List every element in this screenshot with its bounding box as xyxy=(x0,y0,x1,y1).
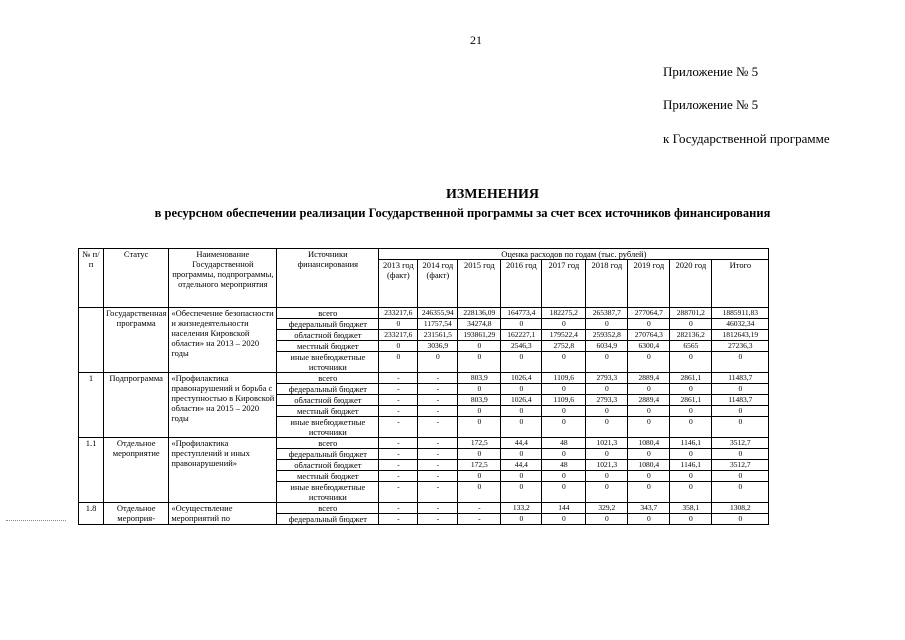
value-cell: 0 xyxy=(542,514,586,525)
row-name: «Профилактика правонарушений и борьба с преступностью в Кировской области» на 2015 – 2020 годы xyxy=(169,373,277,438)
value-cell: 2546,3 xyxy=(501,341,542,352)
value-cell: 1109,6 xyxy=(542,373,586,384)
value-cell: 1080,4 xyxy=(628,460,670,471)
value-cell: 0 xyxy=(586,384,628,395)
value-cell: 3512,7 xyxy=(712,460,769,471)
value-cell: 0 xyxy=(458,384,501,395)
value-cell: 0 xyxy=(501,482,542,503)
year-header: 2017 год xyxy=(542,260,586,308)
value-cell: 228136,09 xyxy=(458,308,501,319)
value-cell: 2793,3 xyxy=(586,395,628,406)
value-cell: - xyxy=(458,503,501,514)
appendix-line-3: к Государственной программе xyxy=(663,131,830,146)
source-cell: всего xyxy=(277,373,379,384)
value-cell: 0 xyxy=(712,406,769,417)
source-cell: областной бюджет xyxy=(277,395,379,406)
value-cell: 0 xyxy=(670,449,712,460)
year-header: 2020 год xyxy=(670,260,712,308)
value-cell: 1885911,83 xyxy=(712,308,769,319)
value-cell: - xyxy=(418,460,458,471)
value-cell: 0 xyxy=(712,471,769,482)
value-cell: 0 xyxy=(501,471,542,482)
value-cell: 231561,5 xyxy=(418,330,458,341)
value-cell: 44,4 xyxy=(501,460,542,471)
value-cell: - xyxy=(379,395,418,406)
value-cell: 1080,4 xyxy=(628,438,670,449)
source-cell: всего xyxy=(277,503,379,514)
value-cell: 1146,1 xyxy=(670,460,712,471)
value-cell: 0 xyxy=(712,482,769,503)
value-cell: 0 xyxy=(542,471,586,482)
value-cell: 11483,7 xyxy=(712,395,769,406)
value-cell: 0 xyxy=(458,482,501,503)
value-cell: - xyxy=(379,417,418,438)
dotted-mark xyxy=(6,520,66,521)
value-cell: 1812643,19 xyxy=(712,330,769,341)
row-number: 1.1 xyxy=(79,438,104,503)
value-cell: 11757,54 xyxy=(418,319,458,330)
header-name: Наименование Государственной программы, подпрограммы, отдельного мероприятия xyxy=(169,249,277,308)
value-cell: 144 xyxy=(542,503,586,514)
value-cell: 0 xyxy=(458,471,501,482)
value-cell: 233217,6 xyxy=(379,330,418,341)
value-cell: - xyxy=(418,406,458,417)
value-cell: 172,5 xyxy=(458,438,501,449)
value-cell: 6034,9 xyxy=(586,341,628,352)
table-row xyxy=(79,503,769,514)
table-row xyxy=(79,438,769,449)
source-cell: иные внебюджетные источники xyxy=(277,417,379,438)
value-cell: 172,5 xyxy=(458,460,501,471)
value-cell: 27236,3 xyxy=(712,341,769,352)
value-cell: - xyxy=(379,449,418,460)
value-cell: 162227,1 xyxy=(501,330,542,341)
value-cell: 358,1 xyxy=(670,503,712,514)
value-cell: 0 xyxy=(628,471,670,482)
value-cell: - xyxy=(418,471,458,482)
value-cell: 0 xyxy=(542,449,586,460)
source-cell: иные внебюджетные источники xyxy=(277,482,379,503)
value-cell: 0 xyxy=(542,417,586,438)
value-cell: 1021,3 xyxy=(586,438,628,449)
value-cell: 0 xyxy=(670,352,712,373)
source-cell: федеральный бюджет xyxy=(277,514,379,525)
value-cell: 0 xyxy=(628,384,670,395)
table-row xyxy=(79,373,769,384)
year-header: Итого xyxy=(712,260,769,308)
value-cell: - xyxy=(418,438,458,449)
value-cell: 0 xyxy=(586,471,628,482)
value-cell: 0 xyxy=(379,352,418,373)
value-cell: 0 xyxy=(586,406,628,417)
row-name: «Осуществление мероприятий по xyxy=(169,503,277,525)
value-cell: 2793,3 xyxy=(586,373,628,384)
row-number xyxy=(79,308,104,373)
value-cell: 2889,4 xyxy=(628,395,670,406)
value-cell: 0 xyxy=(628,406,670,417)
value-cell: 2861,1 xyxy=(670,395,712,406)
value-cell: 6565 xyxy=(670,341,712,352)
value-cell: 0 xyxy=(628,514,670,525)
source-cell: местный бюджет xyxy=(277,406,379,417)
page-number: 21 xyxy=(470,33,482,47)
value-cell: 0 xyxy=(712,449,769,460)
document-title: ИЗМЕНЕНИЯ xyxy=(446,187,539,202)
value-cell: 0 xyxy=(501,319,542,330)
value-cell: 0 xyxy=(542,319,586,330)
row-status: Подпрограмма xyxy=(104,373,169,438)
value-cell: 0 xyxy=(542,406,586,417)
value-cell: 182275,2 xyxy=(542,308,586,319)
source-cell: всего xyxy=(277,308,379,319)
value-cell: 0 xyxy=(501,352,542,373)
appendix-line-1: Приложение № 5 xyxy=(663,64,759,79)
value-cell: 1308,2 xyxy=(712,503,769,514)
year-header: 2016 год xyxy=(501,260,542,308)
value-cell: 133,2 xyxy=(501,503,542,514)
value-cell: 0 xyxy=(670,471,712,482)
value-cell: 0 xyxy=(458,417,501,438)
value-cell: 0 xyxy=(379,319,418,330)
value-cell: 2889,4 xyxy=(628,373,670,384)
value-cell: 1146,1 xyxy=(670,438,712,449)
value-cell: 11483,7 xyxy=(712,373,769,384)
appendix-line-2: Приложение № 5 xyxy=(663,97,759,112)
value-cell: 44,4 xyxy=(501,438,542,449)
value-cell: 803,9 xyxy=(458,395,501,406)
year-header: 2013 год (факт) xyxy=(379,260,418,308)
value-cell: 0 xyxy=(501,449,542,460)
row-status: Отдельное мероприятие xyxy=(104,438,169,503)
value-cell: 0 xyxy=(670,319,712,330)
source-cell: областной бюджет xyxy=(277,460,379,471)
source-cell: местный бюджет xyxy=(277,471,379,482)
value-cell: 179522,4 xyxy=(542,330,586,341)
value-cell: - xyxy=(418,514,458,525)
value-cell: 0 xyxy=(586,417,628,438)
value-cell: - xyxy=(418,482,458,503)
value-cell: - xyxy=(379,438,418,449)
value-cell: 1026,4 xyxy=(501,373,542,384)
value-cell: 164773,4 xyxy=(501,308,542,319)
value-cell: 46032,34 xyxy=(712,319,769,330)
value-cell: 0 xyxy=(628,482,670,503)
value-cell: 0 xyxy=(418,352,458,373)
value-cell: - xyxy=(458,514,501,525)
value-cell: 1021,3 xyxy=(586,460,628,471)
source-cell: иные внебюджетные источники xyxy=(277,352,379,373)
value-cell: - xyxy=(379,514,418,525)
source-cell: областной бюджет xyxy=(277,330,379,341)
value-cell: 0 xyxy=(458,341,501,352)
value-cell: 3036,9 xyxy=(418,341,458,352)
row-name: «Обеспечение безопасности и жизнедеятельности населения Кировской области» на 2013 – 2020 годы xyxy=(169,308,277,373)
document-subtitle: в ресурсном обеспечении реализации Государственной программы за счет всех источников финансирования xyxy=(154,206,771,220)
value-cell: 193861,29 xyxy=(458,330,501,341)
value-cell: 259352,8 xyxy=(586,330,628,341)
value-cell: 0 xyxy=(628,352,670,373)
year-header: 2019 год xyxy=(628,260,670,308)
row-number: 1 xyxy=(79,373,104,438)
value-cell: 6300,4 xyxy=(628,341,670,352)
value-cell: - xyxy=(379,503,418,514)
value-cell: 282136,2 xyxy=(670,330,712,341)
header-status: Статус xyxy=(104,249,169,308)
value-cell: 0 xyxy=(501,514,542,525)
value-cell: 329,2 xyxy=(586,503,628,514)
row-status: Государственная программа xyxy=(104,308,169,373)
year-header: 2018 год xyxy=(586,260,628,308)
value-cell: 0 xyxy=(670,406,712,417)
source-cell: местный бюджет xyxy=(277,341,379,352)
value-cell: - xyxy=(418,373,458,384)
value-cell: 0 xyxy=(501,417,542,438)
value-cell: 48 xyxy=(542,460,586,471)
value-cell: - xyxy=(379,406,418,417)
value-cell: 1026,4 xyxy=(501,395,542,406)
value-cell: 0 xyxy=(670,482,712,503)
value-cell: 0 xyxy=(542,384,586,395)
table-row xyxy=(79,308,769,319)
value-cell: 34274,8 xyxy=(458,319,501,330)
source-cell: федеральный бюджет xyxy=(277,384,379,395)
value-cell: - xyxy=(418,395,458,406)
row-number: 1.8 xyxy=(79,503,104,525)
source-cell: федеральный бюджет xyxy=(277,449,379,460)
value-cell: 0 xyxy=(712,352,769,373)
row-name: «Профилактика преступлений и иных правонарушений» xyxy=(169,438,277,503)
value-cell: 0 xyxy=(586,514,628,525)
value-cell: - xyxy=(418,417,458,438)
value-cell: - xyxy=(418,503,458,514)
value-cell: - xyxy=(379,460,418,471)
value-cell: 0 xyxy=(670,384,712,395)
value-cell: - xyxy=(379,471,418,482)
value-cell: - xyxy=(418,384,458,395)
source-cell: всего xyxy=(277,438,379,449)
source-cell: федеральный бюджет xyxy=(277,319,379,330)
value-cell: 803,9 xyxy=(458,373,501,384)
value-cell: 2752,8 xyxy=(542,341,586,352)
value-cell: 0 xyxy=(542,482,586,503)
header-estimate: Оценка расходов по годам (тыс. рублей) xyxy=(379,249,769,260)
value-cell: 2861,1 xyxy=(670,373,712,384)
financing-table xyxy=(78,248,769,525)
header-row xyxy=(79,249,769,260)
value-cell: 265387,7 xyxy=(586,308,628,319)
value-cell: 0 xyxy=(712,417,769,438)
value-cell: 0 xyxy=(501,384,542,395)
value-cell: - xyxy=(379,384,418,395)
value-cell: 0 xyxy=(458,352,501,373)
value-cell: 233217,6 xyxy=(379,308,418,319)
value-cell: 0 xyxy=(458,449,501,460)
value-cell: 0 xyxy=(712,384,769,395)
value-cell: 343,7 xyxy=(628,503,670,514)
value-cell: 0 xyxy=(628,449,670,460)
value-cell: 277064,7 xyxy=(628,308,670,319)
row-status: Отдельное мероприя- xyxy=(104,503,169,525)
value-cell: 0 xyxy=(458,406,501,417)
value-cell: 270764,3 xyxy=(628,330,670,341)
header-sources: Источники финансирования xyxy=(277,249,379,308)
value-cell: 0 xyxy=(670,417,712,438)
value-cell: 288701,2 xyxy=(670,308,712,319)
value-cell: 1109,6 xyxy=(542,395,586,406)
value-cell: - xyxy=(379,373,418,384)
value-cell: 0 xyxy=(586,449,628,460)
value-cell: 0 xyxy=(670,514,712,525)
table-body xyxy=(79,308,769,525)
value-cell: 0 xyxy=(542,352,586,373)
value-cell: 48 xyxy=(542,438,586,449)
value-cell: 0 xyxy=(628,417,670,438)
value-cell: 0 xyxy=(501,406,542,417)
value-cell: - xyxy=(418,449,458,460)
value-cell: 0 xyxy=(712,514,769,525)
value-cell: 0 xyxy=(628,319,670,330)
value-cell: 0 xyxy=(586,482,628,503)
header-num: № п/п xyxy=(79,249,104,308)
value-cell: 246355,94 xyxy=(418,308,458,319)
year-header: 2014 год (факт) xyxy=(418,260,458,308)
value-cell: 0 xyxy=(586,319,628,330)
year-header: 2015 год xyxy=(458,260,501,308)
value-cell: 3512,7 xyxy=(712,438,769,449)
value-cell: - xyxy=(379,482,418,503)
value-cell: 0 xyxy=(586,352,628,373)
value-cell: 0 xyxy=(379,341,418,352)
